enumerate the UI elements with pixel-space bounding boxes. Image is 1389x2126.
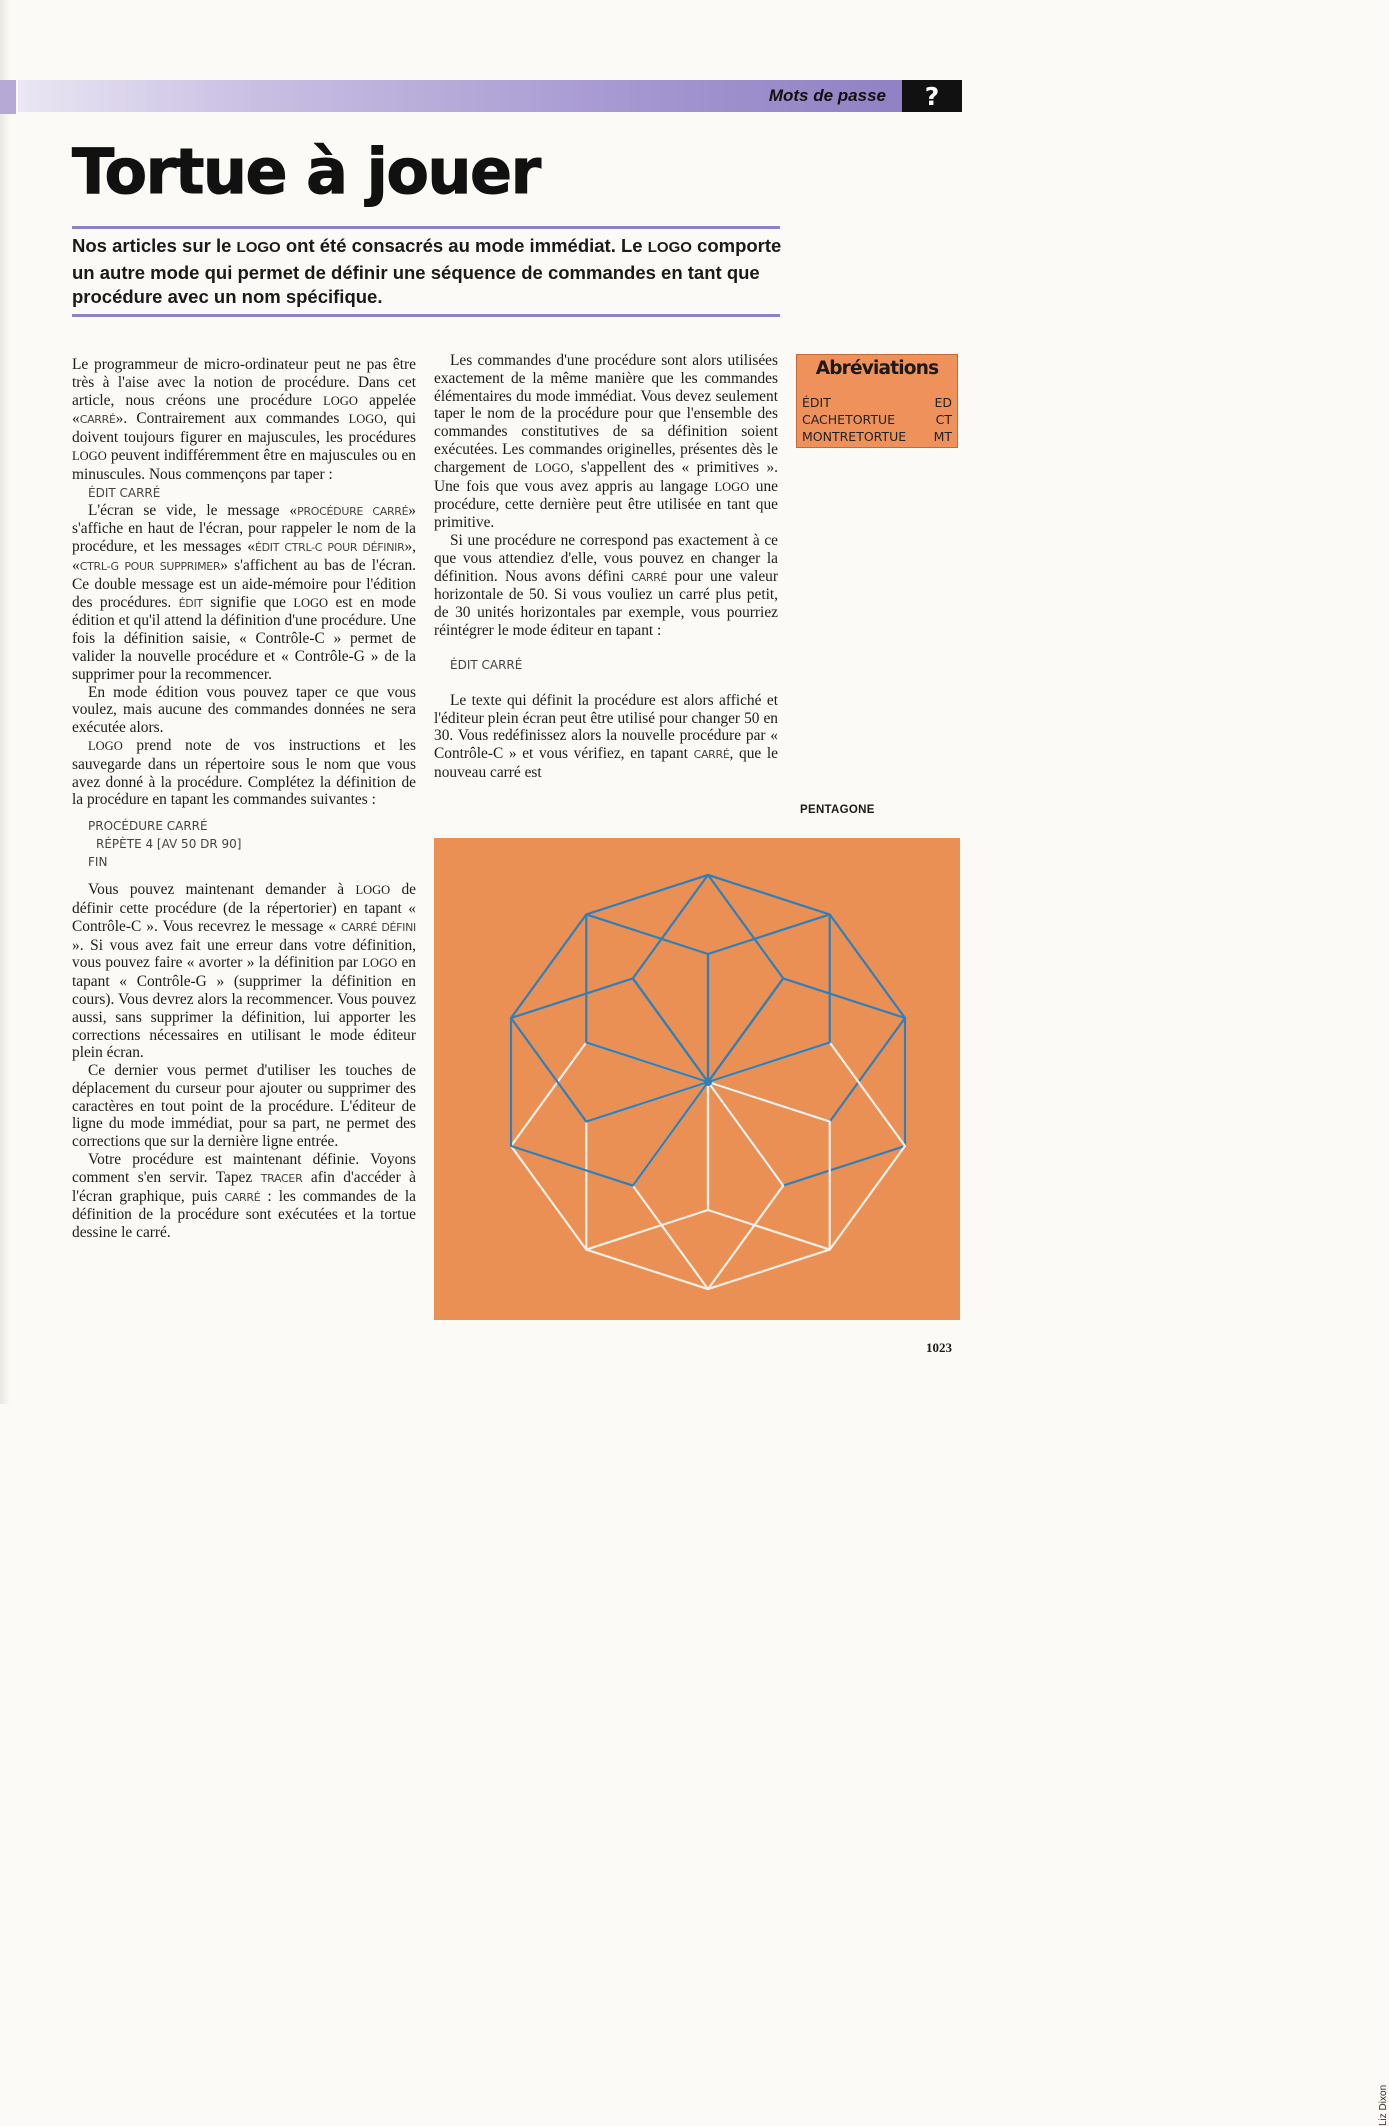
paragraph: LOGO prend note de vos instructions et les sauvegarde dans un répertoire sous le nom que vous avez donné à la procédure. Complétez la définition de la procédure en tapant les commandes suivantes : bbox=[72, 736, 416, 809]
paragraph: Vous pouvez maintenant demander à LOGO de définir cette procédure (de la répertorier) en tapant « Contrôle-C ». Vous recevrez le message « CARRÉ DÉFINI ». Si vous avez fait une erreur dans votre définition, vous pouvez faire « avorter » la définition par LOGO en tapant « Contrôle-G » (supprimer la définition en cours). Vous devrez alors la recommencer. Vous pouvez aussi, sans supprimer la définition, lui apporter les corrections nécessaires en utilisant le mode éditeur plein écran. bbox=[72, 881, 417, 1062]
abbreviation-row: ÉDIT ED bbox=[802, 395, 952, 410]
code-line: RÉPÈTE 4 [AV 50 DR 90] bbox=[96, 837, 242, 852]
body-column-right bbox=[434, 352, 778, 782]
code-line: ÉDIT CARRÉ bbox=[450, 657, 523, 672]
lede-bottom-rule bbox=[72, 314, 780, 317]
article-lede: Nos articles sur le LOGO ont été consacrés au mode immédiat. Le LOGO comporte un autre mode qui permet de définir une séquence de commandes en tant que procédure avec un nom spécifique. bbox=[72, 235, 782, 307]
abbreviation-row: CACHETORTUE CT bbox=[802, 412, 952, 427]
section-tab-marker bbox=[0, 80, 16, 114]
illustration-credit: Liz Dixon bbox=[1378, 2084, 1389, 2126]
pentagon-outline bbox=[708, 978, 905, 1185]
paragraph: En mode édition vous pouvez taper ce que vous voulez, mais aucune des commandes données ne sera exécutée alors. bbox=[72, 683, 416, 737]
code-line: ÉDIT CARRÉ bbox=[88, 485, 161, 500]
article-title: Tortue à jouer bbox=[72, 135, 540, 208]
abbreviations-box bbox=[796, 354, 958, 448]
section-label: Mots de passe bbox=[768, 86, 886, 105]
page-edge-shadow bbox=[0, 0, 10, 1404]
paragraph: L'écran se vide, le message «PROCÉDURE CARRÉ» s'affiche en haut de l'écran, pour rappeler le nom de la procédure, et les messages «ÉDIT CTRL-C POUR DÉFINIR», «CTRL-G POUR SUPPRIMER» s'affichent au bas de l'écran. Ce double message est un aide-mémoire pour l'édition des procédures. ÉDIT signifie que LOGO est en mode édition et qu'il attend la définition d'une procédure. Une fois la définition saisie, « Contrôle-C » permet de valider la nouvelle procédure et « Contrôle-G » de la supprimer pour la recommencer. bbox=[72, 501, 417, 683]
question-mark-icon: ? bbox=[924, 81, 940, 111]
page-number: 1023 bbox=[926, 1340, 952, 1355]
pentagon-outline bbox=[511, 914, 708, 1121]
question-mark-badge bbox=[902, 80, 962, 112]
body-column-left bbox=[72, 356, 416, 1242]
lede-top-rule bbox=[72, 226, 780, 229]
paragraph: Ce dernier vous permet d'utiliser les touches de déplacement du curseur pour ajouter ou supprimer des caractères en tout point de la procédure. L'éditeur de ligne du mode immédiat, pour sa part, ne permet des corrections que sur la dernière ligne entrée. bbox=[72, 1062, 416, 1151]
pentagon-outline bbox=[511, 978, 708, 1185]
section-banner bbox=[18, 80, 962, 112]
figure-caption: PENTAGONE bbox=[800, 804, 875, 816]
paragraph: Votre procédure est maintenant définie. Voyons comment s'en servir. Tapez TRACER afin d'accéder à l'écran graphique, puis CARRÉ : les commandes de la définition de la procédure sont exécutées et la tortue dessine le carré. bbox=[72, 1151, 417, 1242]
abbreviation-row: MONTRETORTUE MT bbox=[802, 429, 952, 444]
abbreviations-title: Abréviations bbox=[815, 358, 939, 379]
paragraph: Le programmeur de micro-ordinateur peut ne pas être très à l'aise avec la notion de procédure. Dans cet article, nous créons une procédure LOGO appelée «CARRÉ». Contrairement aux commandes LOGO, qui doivent toujours figurer en majuscules, les procédures LOGO peuvent indifféremment être en majuscules ou en minuscules. Nous commençons par taper : bbox=[72, 356, 417, 483]
code-line: PROCÉDURE CARRÉ bbox=[88, 819, 208, 834]
paragraph: Le texte qui définit la procédure est alors affiché et l'éditeur plein écran peut être utilisé pour changer 50 en 30. Vous redéfinissez alors la nouvelle procédure par « Contrôle-C » et vous vérifiez, en tapant CARRÉ, que le nouveau carré est bbox=[434, 691, 778, 781]
code-line: FIN bbox=[88, 855, 108, 870]
paragraph: Si une procédure ne correspond pas exactement à ce que vous attendiez d'elle, vous pouvez en changer la définition. Nous avons défini CARRÉ pour une valeur horizontale de 50. Si vous vouliez un carré plus petit, de 30 unités horizontales par exemple, vous pourriez réintégrer le mode éditeur en tapant : bbox=[434, 531, 778, 639]
pentagon-drawing bbox=[434, 838, 960, 1320]
paragraph: Les commandes d'une procédure sont alors utilisées exactement de la même manière que les commandes élémentaires du mode immédiat. Vous devez seulement taper le nom de la procédure pour que l'ensemble des commandes constitutives de sa définition soient exécutées. Les commandes originelles, présentes dès le chargement de LOGO, s'appellent des « primitives ». Une fois que vous avez appris au langage LOGO une procédure, cette dernière peut être utilisée en tant que primitive. bbox=[434, 352, 778, 532]
turtle-center-dot bbox=[704, 1078, 712, 1086]
